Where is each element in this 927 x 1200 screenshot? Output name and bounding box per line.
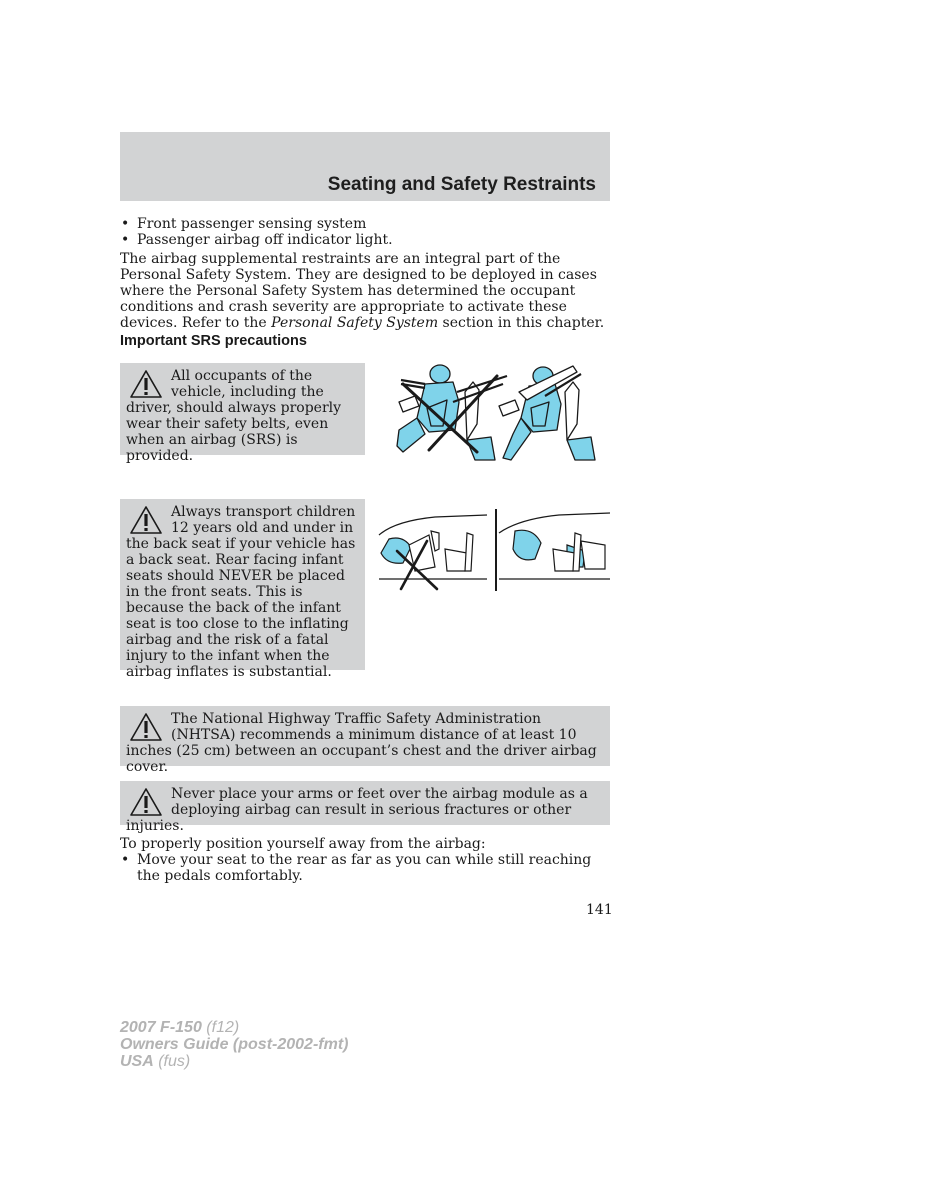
page-number: 141 bbox=[586, 902, 613, 918]
warning-text: All occupants of the vehicle, including the driver, should always properly wear their safety belts, even when an airbag (SRS) is provided. bbox=[126, 368, 342, 464]
warning-text: Always transport children 12 years old and under in the back seat if your vehicle has a back seat. Rear facing infant seats should NEVER be placed in the front seats. This is because the back of the infant seat is too close to the inflating airbag and the risk of a fatal injury to the infant when the airbag inflates is substantial. bbox=[126, 504, 356, 680]
warning-triangle-icon bbox=[129, 369, 163, 399]
warning-box-arms-feet bbox=[120, 781, 610, 834]
footer-market: USA bbox=[120, 1053, 154, 1070]
intro-text: The airbag supplemental restraints are an integral part of the Personal Safety System. They are designed to be deployed in cases where the Personal Safety System has determined the occupant conditions and crash severity are appropriate to activate these devices. Refer to the bbox=[120, 251, 597, 331]
document-footer bbox=[120, 1019, 348, 1070]
footer-guide: Owners Guide (post-2002-fmt) bbox=[120, 1036, 349, 1053]
warning-text: The National Highway Traffic Safety Administration (NHTSA) recommends a minimum distance of at least 10 inches (25 cm) between an occupant’s chest and the driver airbag cover. bbox=[126, 711, 597, 775]
footer-model: 2007 F-150 bbox=[120, 1019, 202, 1036]
positioning-intro: To properly position yourself away from the airbag: bbox=[120, 836, 486, 852]
seated-occupant-illustration bbox=[395, 362, 610, 462]
warning-triangle-icon bbox=[129, 712, 163, 742]
intro-text-end: section in this chapter. bbox=[438, 315, 605, 331]
bullet-item: • Front passenger sensing system bbox=[120, 216, 610, 232]
warning-box-safety-belts bbox=[120, 363, 365, 464]
bullet-item: • Move your seat to the rear as far as you can while still reaching the pedals comfortably. bbox=[120, 852, 610, 884]
footer-model-code: (f12) bbox=[201, 1019, 240, 1036]
bullet-item: • Passenger airbag off indicator light. bbox=[120, 232, 610, 248]
header-band bbox=[120, 132, 610, 201]
warning-triangle-icon bbox=[129, 787, 163, 817]
warning-box-children bbox=[120, 499, 365, 680]
personal-safety-system-reference: Personal Safety System bbox=[271, 315, 439, 331]
footer-line-model bbox=[120, 1019, 348, 1036]
infant-seat-illustration bbox=[375, 505, 612, 593]
warning-text: Never place your arms or feet over the airbag module as a deploying airbag can result in serious fractures or other injuries. bbox=[126, 786, 588, 834]
intro-paragraph bbox=[120, 251, 610, 331]
footer-line-guide bbox=[120, 1036, 348, 1053]
section-subheading: Important SRS precautions bbox=[120, 333, 307, 349]
warning-triangle-icon bbox=[129, 505, 163, 535]
top-bullet-list bbox=[120, 216, 610, 248]
positioning-section bbox=[120, 836, 610, 884]
page-title: Seating and Safety Restraints bbox=[327, 174, 596, 195]
footer-line-market bbox=[120, 1053, 348, 1070]
warning-box-nhtsa-distance bbox=[120, 706, 610, 775]
footer-market-code: (fus) bbox=[153, 1053, 191, 1070]
